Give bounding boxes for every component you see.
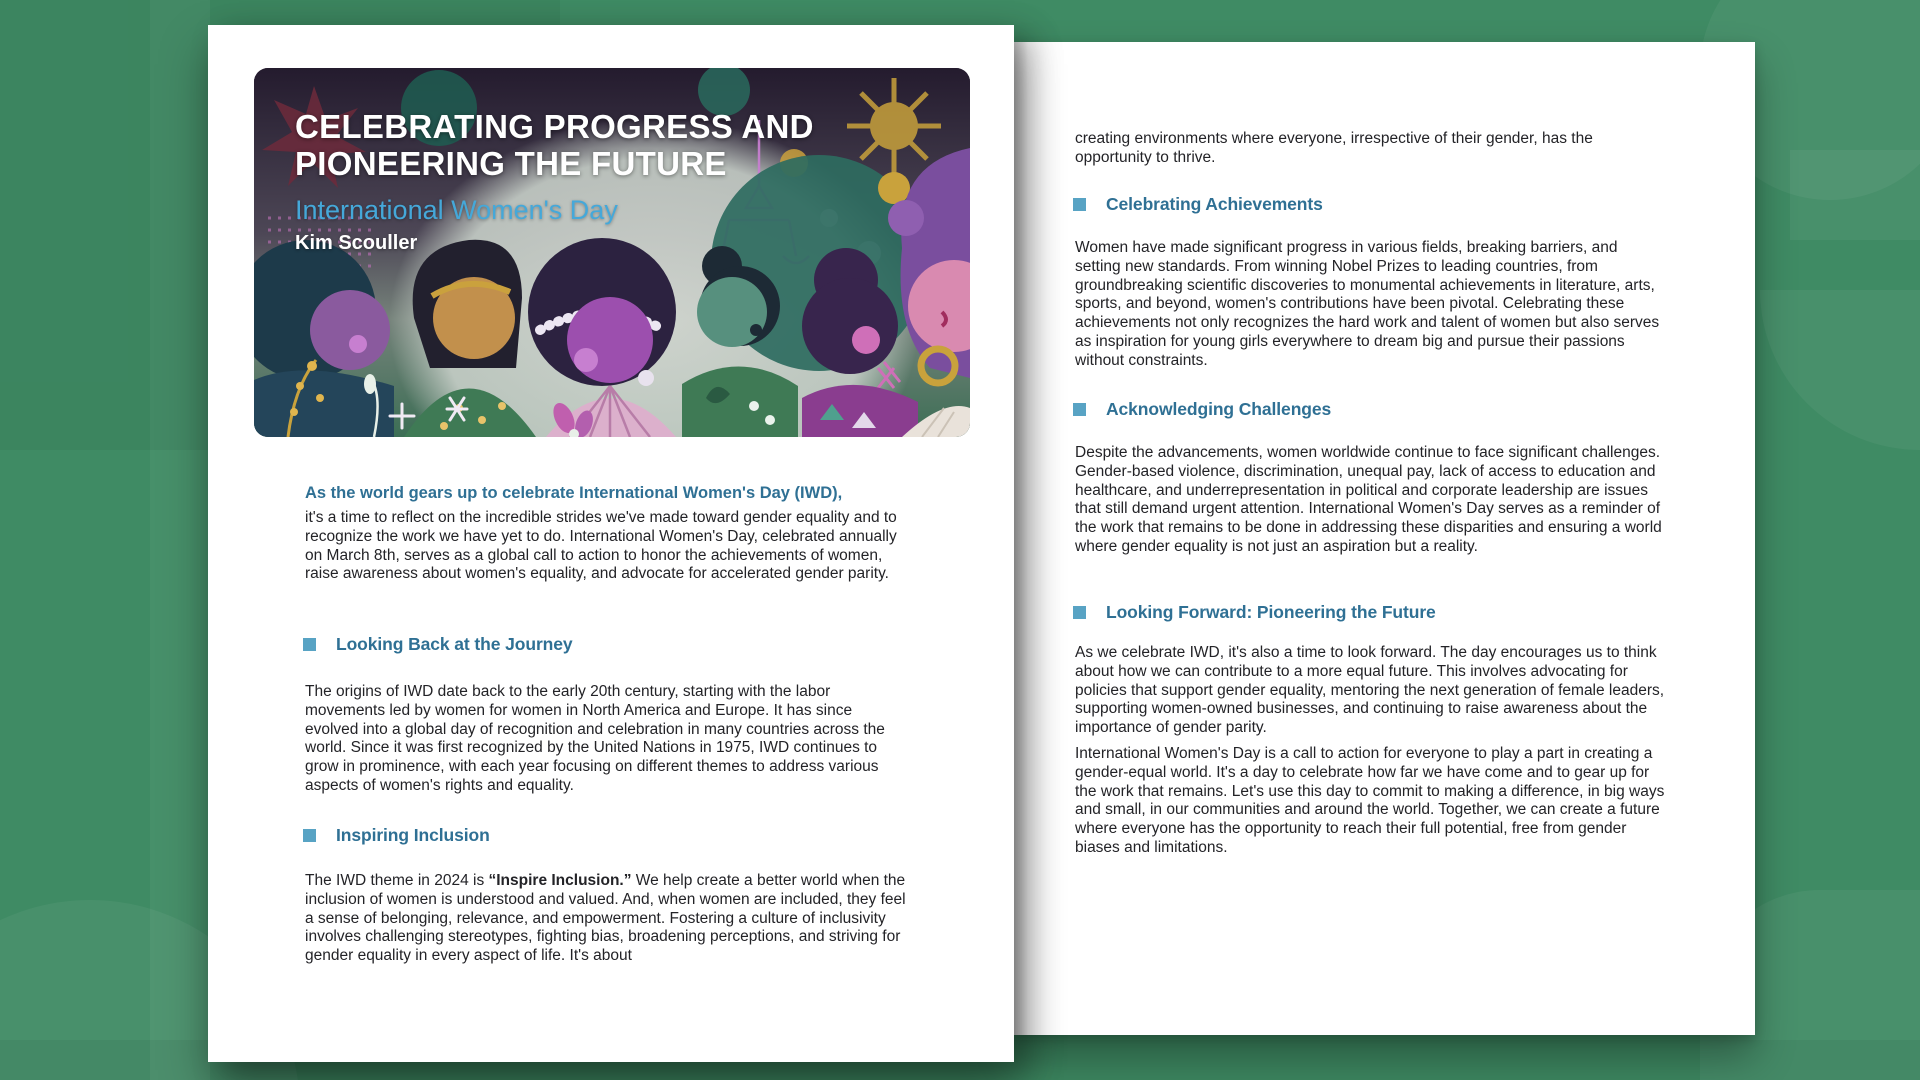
document-page-2[interactable] <box>1014 42 1755 1035</box>
section-heading-label: Celebrating Achievements <box>1106 194 1323 214</box>
paragraph: International Women's Day is a call to action for everyone to play a part in creating a gender-equal world. It's a day to celebrate how far we have come and to gear up for the work that remains. Let's use this day to commit to making a difference, in big ways and small, in our communities and around the world. Together, we can create a future where everyone has the opportunity to reach their full potential, free from gender biases and limitations. <box>1075 745 1665 856</box>
document-page-1[interactable] <box>208 25 1014 1062</box>
intro-lead: As the world gears up to celebrate International Women's Day (IWD), <box>305 484 843 502</box>
background-shape <box>1790 150 1920 240</box>
hero-subtitle: International Women's Day <box>295 195 618 225</box>
hero-title-line2: PIONEERING THE FUTURE <box>295 145 727 182</box>
paragraph: Women have made significant progress in various fields, breaking barriers, and setting new standards. From winning Nobel Prizes to leading countries, from groundbreaking scientific discoveries to monumental achievements in literature, arts, sports, and beyond, women's contributions have been pivotal. Celebrating these achievements not only recognizes the hard work and talent of women but also serves as inspiration for young girls everywhere to dream big and pursue their passions without constraints. <box>1075 239 1660 369</box>
hero-author: Kim Scouller <box>295 232 418 254</box>
section-heading-label: Acknowledging Challenges <box>1106 399 1332 419</box>
section-bullet <box>1073 198 1086 211</box>
section-heading-label: Looking Forward: Pioneering the Future <box>1106 602 1436 622</box>
section-heading-label: Looking Back at the Journey <box>336 634 573 654</box>
section-bullet <box>303 829 316 842</box>
section-heading-looking-back <box>303 634 573 655</box>
section-heading-celebrating-achievements <box>1073 194 1323 215</box>
paragraph: As we celebrate IWD, it's also a time to look forward. The day encourages us to think about how we can contribute to a more equal future. This involves advocating for policies that support gender equality, mentoring the next generation of female leaders, supporting women-owned businesses, and continuing to raise awareness about the importance of gender parity. <box>1075 644 1665 737</box>
hero-illustration <box>254 68 970 437</box>
section-bullet <box>1073 403 1086 416</box>
paragraph: The origins of IWD date back to the early 20th century, starting with the labor movements led by women for women in North America and Europe. It has since evolved into a global day of recognition and celebration in many countries across the world. Since it was first recognized by the United Nations in 1975, IWD continues to grow in prominence, with each year focusing on different themes to address various aspects of women's rights and equality. <box>305 683 885 794</box>
paragraph-text: We help create a better world when the inclusion of women is understood and valued. And, when women are included, they feel a sense of belonging, relevance, and empowerment. Fostering a culture of inclusivity involves challenging stereotypes, fighting bias, broadening perceptions, and striving for gender equality in every aspect of life. It's about <box>305 872 906 965</box>
paragraph-text: The IWD theme in 2024 is <box>305 872 489 889</box>
hero-title <box>295 108 940 182</box>
section-heading-acknowledging-challenges <box>1073 399 1331 420</box>
paragraph-continuation: creating environments where everyone, irrespective of their gender, has the opportunity to thrive. <box>1075 130 1593 166</box>
section-bullet <box>303 638 316 651</box>
hero-title-line1: CELEBRATING PROGRESS AND <box>295 108 814 145</box>
paragraph-bold-text: “Inspire Inclusion.” <box>488 872 632 889</box>
section-heading-inspiring-inclusion <box>303 825 490 846</box>
background-shape <box>1760 290 1920 450</box>
section-heading-label: Inspiring Inclusion <box>336 825 490 845</box>
section-heading-looking-forward <box>1073 602 1436 623</box>
background-shape <box>150 0 210 1080</box>
section-bullet <box>1073 606 1086 619</box>
paragraph-intro: it's a time to reflect on the incredible strides we've made toward gender equality and to recognize the work we have yet to do. International Women's Day, celebrated annually on March 8th, serves as a global call to action to honor the achievements of women, raise awareness about women's equality, and advocate for accelerated gender parity. <box>305 509 897 583</box>
paragraph <box>305 872 911 966</box>
paragraph: Despite the advancements, women worldwide continue to face significant challenges. Gender-based violence, discrimination, unequal pay, lack of access to education and healthcare, and underrepresentation in political and corporate leadership are issues that still demand urgent attention. International Women's Day serves as a reminder of the work that remains to be done in addressing these disparities and ensuring a world where gender equality is not just an aspiration but a reality. <box>1075 444 1662 555</box>
